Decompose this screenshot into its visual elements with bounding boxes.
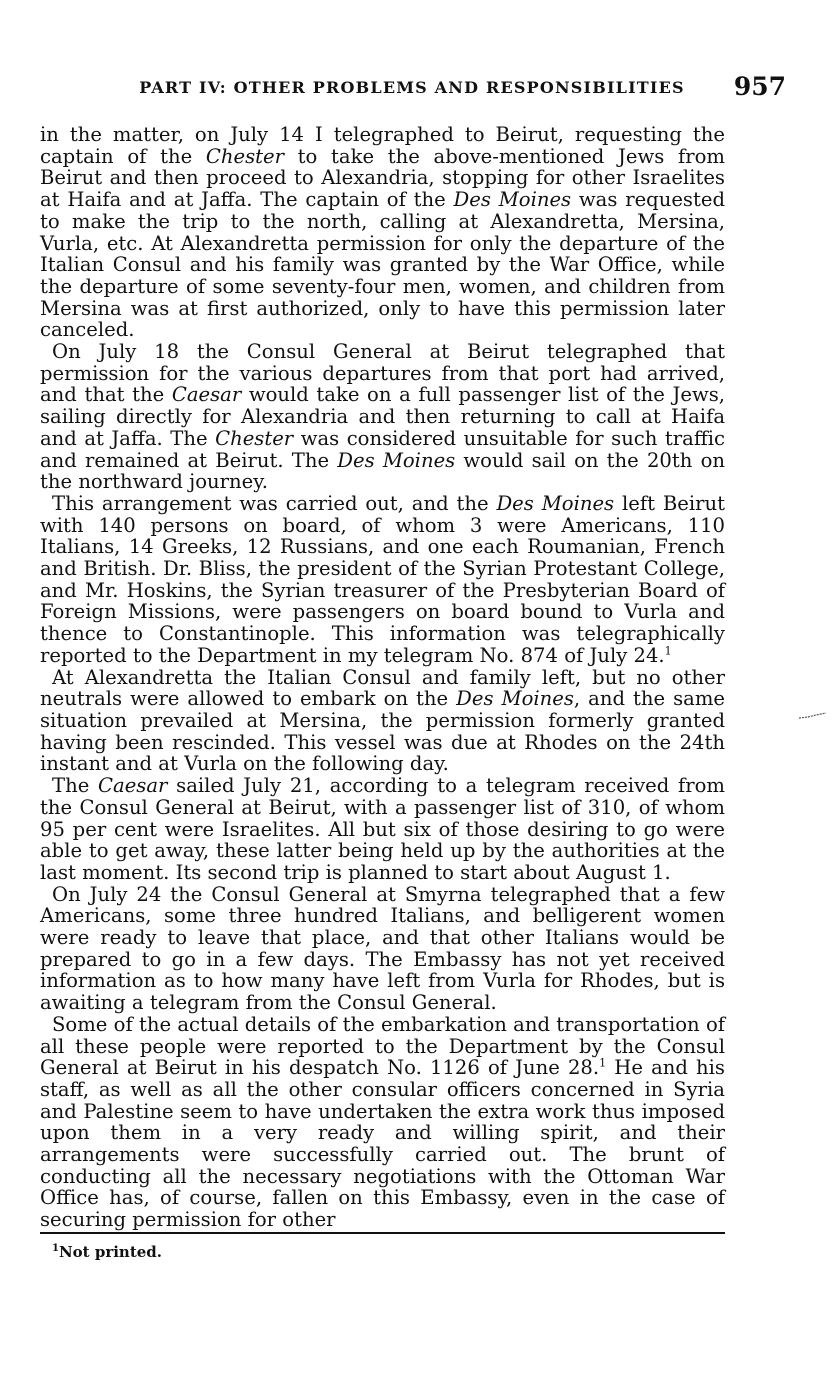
footnote [52, 1243, 162, 1261]
paragraph [40, 884, 725, 1014]
text-run: The [52, 774, 99, 798]
paragraph [40, 667, 725, 776]
ship-name: Chester [205, 144, 284, 168]
text-run: would take on a full passenger list of the Jews, sailing directly for Alexandria and then returning to call at Haifa and at Jaffa. The [40, 383, 726, 450]
text-run: was considered unsuitable for such traffic and remained at Beirut. The [40, 426, 725, 472]
text-run: Some of the actual details of the embarkation and transportation of all these people were reported to the Department by the Consul General at Beirut in his despatch No. 1126 of June 28. [40, 1012, 725, 1080]
footnote-marker: 1 [52, 1243, 59, 1254]
footnote-rule [40, 1232, 725, 1234]
paragraph [40, 775, 725, 884]
footnote-ref: 1 [599, 1056, 607, 1070]
text-run: was requested to make the trip to the north, calling at Alexandretta, Mersina, Vurla, etc. At Alexandretta permission for only the departure of the Italian Consul and his family was granted by the War Office, while the departure of some seventy-four men, women, and children from Mersina was at first authorized, only to have this permission later canceled. [40, 188, 726, 342]
footnote-text: Not printed. [58, 1243, 163, 1261]
text-run: He and his staff, as well as all the other consular officers concerned in Syria and Palestine seem to have undertaken the extra work thus imposed upon them in a very ready and willing spirit, and their arrangements were successfully carried out. The brunt of conducting all the necessary negotiations with the Ottoman War Office has, of course, fallen on this Embassy, even in the case of securing permission for other [40, 1056, 725, 1232]
paragraph [40, 1014, 725, 1231]
text-run: would sail on the 20th on the northward journey. [40, 448, 726, 494]
body-text [40, 124, 725, 1231]
page-number: 957 [733, 72, 786, 101]
text-run: On July 24 the Consul General at Smyrna telegraphed that a few Americans, some three hundred Italians, and belligerent women were ready to leave that place, and that other Italians would be prepared to go in a few days. The Embassy has not yet received information as to how many have left from Vurla for Rhodes, but is awaiting a telegram from the Consul General. [40, 882, 725, 1015]
margin-mark [798, 712, 828, 720]
text-run: sailed July 21, according to a telegram received from the Consul General at Beirut, with a passenger list of 310, of whom 95 per cent were Israelites. All but six of those desiring to go were able to get away, these latter being held up by the authorities at the last moment. Its second trip is planned to start about August 1. [40, 774, 725, 884]
text-run: On July 18 the Consul General at Beirut telegraphed that permission for the various departures from that port had arrived, and that the [40, 340, 725, 407]
ship-name: Caesar [171, 383, 242, 407]
text-run: At Alexandretta the Italian Consul and family left, but no other neutrals were allowed to embark on the [40, 665, 725, 711]
paragraph [40, 341, 725, 493]
ship-name: Chester [215, 426, 294, 450]
ship-name: Des Moines [453, 188, 572, 212]
text-run: This arrangement was carried out, and the [52, 491, 497, 515]
page-header [40, 72, 786, 101]
paragraph [40, 493, 725, 667]
text-run: , and the same situation prevailed at Mersina, the permission formerly granted having been rescinded. This vessel was due at Rhodes on the 24th instant and at Vurla on the following day. [40, 687, 725, 776]
text-run: to take the above-mentioned Jews from Beirut and then proceed to Alexandria, stopping for other Israelites at Haifa and at Jaffa. The captain of the [40, 144, 726, 212]
ship-name: Des Moines [456, 687, 574, 711]
text-run: in the matter, on July 14 I telegraphed to Beirut, requesting the captain of the [40, 123, 725, 168]
ship-name: Des Moines [496, 491, 615, 515]
paragraph [40, 124, 725, 341]
ship-name: Caesar [98, 774, 168, 798]
running-head: PART IV: OTHER PROBLEMS AND RESPONSIBILITIES [139, 78, 685, 97]
text-run: left Beirut with 140 persons on board, of whom 3 were Americans, 110 Italians, 14 Greeks, 12 Russians, and one each Roumanian, French and British. Dr. Bliss, the president of the Syrian Protestant College, and Mr. Hoskins, the Syrian treasurer of the Presbyterian Board of Foreign Missions, were passengers on board bound to Vurla and thence to Constantinople. This information was telegraphically reported to the Department in my telegram No. 874 of July 24. [40, 491, 725, 667]
footnote-ref: 1 [664, 644, 672, 658]
ship-name: Des Moines [337, 448, 456, 472]
